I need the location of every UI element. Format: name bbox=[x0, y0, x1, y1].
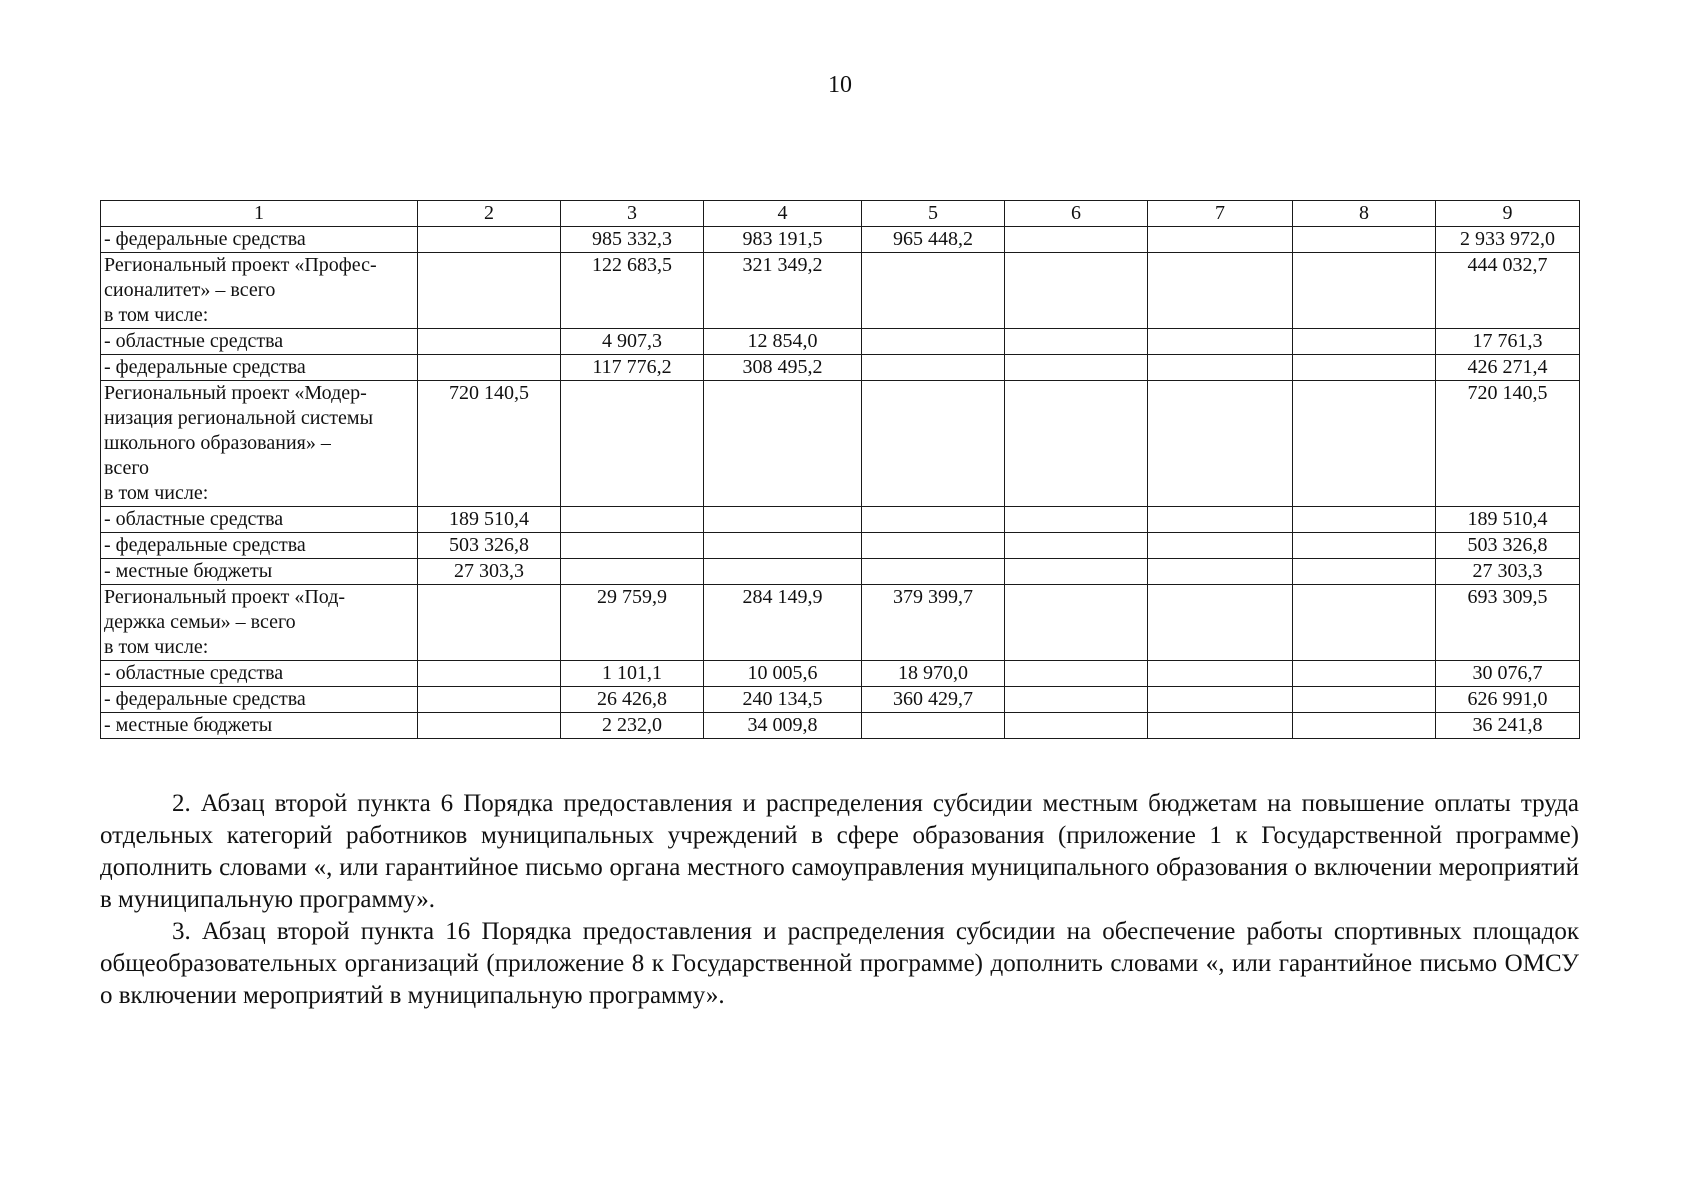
value-cell bbox=[704, 381, 862, 507]
row-label-cell: Региональный проект «Модер- низация региональной системы школьного образования» – всего в том числе: bbox=[101, 381, 418, 507]
value-cell bbox=[1293, 687, 1436, 713]
value-cell: 29 759,9 bbox=[561, 585, 704, 661]
row-label-cell: - федеральные средства bbox=[101, 687, 418, 713]
value-cell: 10 005,6 bbox=[704, 661, 862, 687]
paragraph-amendment-2: 2. Абзац второй пункта 6 Порядка предоставления и распределения субсидии местным бюджетам на повышение оплаты труда отдельных категорий работников муниципальных учреждений в сфере образования (приложение 1 к Государственной программе) дополнить словами «, или гарантийное письмо органа местного самоуправления муниципального образования о включении мероприятий в муниципальную программу». bbox=[100, 790, 1579, 913]
value-cell bbox=[1005, 227, 1148, 253]
value-cell bbox=[704, 559, 862, 585]
budget-table bbox=[100, 200, 1580, 739]
row-label-cell: - областные средства bbox=[101, 329, 418, 355]
table-row bbox=[101, 329, 1580, 355]
column-header: 1 bbox=[101, 201, 418, 227]
value-cell: 720 140,5 bbox=[418, 381, 561, 507]
value-cell bbox=[862, 559, 1005, 585]
page-number: 10 bbox=[828, 72, 852, 98]
value-cell bbox=[1148, 507, 1293, 533]
value-cell: 360 429,7 bbox=[862, 687, 1005, 713]
table-row bbox=[101, 585, 1580, 661]
value-cell bbox=[418, 329, 561, 355]
value-cell bbox=[1293, 661, 1436, 687]
table-row bbox=[101, 713, 1580, 739]
value-cell bbox=[1148, 533, 1293, 559]
value-cell: 2 933 972,0 bbox=[1436, 227, 1580, 253]
value-cell bbox=[418, 585, 561, 661]
value-cell bbox=[1293, 329, 1436, 355]
table-row bbox=[101, 533, 1580, 559]
value-cell: 2 232,0 bbox=[561, 713, 704, 739]
value-cell: 321 349,2 bbox=[704, 253, 862, 329]
value-cell: 36 241,8 bbox=[1436, 713, 1580, 739]
value-cell bbox=[561, 507, 704, 533]
value-cell bbox=[1293, 585, 1436, 661]
value-cell bbox=[1005, 585, 1148, 661]
value-cell bbox=[1148, 253, 1293, 329]
value-cell bbox=[418, 227, 561, 253]
value-cell bbox=[1005, 533, 1148, 559]
value-cell bbox=[1148, 559, 1293, 585]
table-header-row bbox=[101, 201, 1580, 227]
value-cell bbox=[418, 713, 561, 739]
table-row bbox=[101, 355, 1580, 381]
value-cell bbox=[1005, 253, 1148, 329]
value-cell bbox=[561, 381, 704, 507]
value-cell bbox=[561, 533, 704, 559]
column-header: 5 bbox=[862, 201, 1005, 227]
column-header: 6 bbox=[1005, 201, 1148, 227]
value-cell bbox=[862, 355, 1005, 381]
value-cell bbox=[1293, 355, 1436, 381]
value-cell: 189 510,4 bbox=[1436, 507, 1580, 533]
value-cell bbox=[1005, 713, 1148, 739]
row-label-cell: Региональный проект «Профес- сионалитет» – всего в том числе: bbox=[101, 253, 418, 329]
value-cell bbox=[1148, 661, 1293, 687]
value-cell bbox=[418, 661, 561, 687]
value-cell: 426 271,4 bbox=[1436, 355, 1580, 381]
value-cell: 240 134,5 bbox=[704, 687, 862, 713]
value-cell bbox=[1293, 227, 1436, 253]
value-cell: 985 332,3 bbox=[561, 227, 704, 253]
value-cell: 27 303,3 bbox=[1436, 559, 1580, 585]
value-cell bbox=[1148, 329, 1293, 355]
value-cell: 626 991,0 bbox=[1436, 687, 1580, 713]
value-cell bbox=[1005, 661, 1148, 687]
value-cell bbox=[1148, 355, 1293, 381]
value-cell: 122 683,5 bbox=[561, 253, 704, 329]
value-cell bbox=[1005, 355, 1148, 381]
column-header: 7 bbox=[1148, 201, 1293, 227]
value-cell: 1 101,1 bbox=[561, 661, 704, 687]
value-cell bbox=[1005, 559, 1148, 585]
value-cell bbox=[1293, 533, 1436, 559]
value-cell: 965 448,2 bbox=[862, 227, 1005, 253]
row-label-cell: - местные бюджеты bbox=[101, 559, 418, 585]
table-row bbox=[101, 507, 1580, 533]
value-cell: 503 326,8 bbox=[418, 533, 561, 559]
value-cell bbox=[1293, 507, 1436, 533]
value-cell bbox=[704, 533, 862, 559]
value-cell: 503 326,8 bbox=[1436, 533, 1580, 559]
value-cell bbox=[1148, 227, 1293, 253]
row-label-cell: - областные средства bbox=[101, 661, 418, 687]
column-header: 4 bbox=[704, 201, 862, 227]
column-header: 9 bbox=[1436, 201, 1580, 227]
value-cell: 27 303,3 bbox=[418, 559, 561, 585]
row-label-cell: - федеральные средства bbox=[101, 533, 418, 559]
value-cell bbox=[862, 533, 1005, 559]
value-cell: 693 309,5 bbox=[1436, 585, 1580, 661]
table-row bbox=[101, 227, 1580, 253]
value-cell bbox=[1005, 381, 1148, 507]
value-cell: 30 076,7 bbox=[1436, 661, 1580, 687]
value-cell bbox=[1293, 381, 1436, 507]
value-cell bbox=[418, 253, 561, 329]
value-cell bbox=[1148, 381, 1293, 507]
value-cell bbox=[704, 507, 862, 533]
row-label-cell: - областные средства bbox=[101, 507, 418, 533]
value-cell: 34 009,8 bbox=[704, 713, 862, 739]
body-text bbox=[100, 788, 1579, 1012]
column-header: 8 bbox=[1293, 201, 1436, 227]
value-cell bbox=[418, 687, 561, 713]
value-cell: 26 426,8 bbox=[561, 687, 704, 713]
value-cell: 18 970,0 bbox=[862, 661, 1005, 687]
table-row bbox=[101, 687, 1580, 713]
value-cell bbox=[561, 559, 704, 585]
value-cell: 379 399,7 bbox=[862, 585, 1005, 661]
value-cell: 444 032,7 bbox=[1436, 253, 1580, 329]
value-cell: 308 495,2 bbox=[704, 355, 862, 381]
table-row bbox=[101, 381, 1580, 507]
column-header: 2 bbox=[418, 201, 561, 227]
value-cell: 4 907,3 bbox=[561, 329, 704, 355]
row-label-cell: - федеральные средства bbox=[101, 227, 418, 253]
value-cell bbox=[1293, 253, 1436, 329]
value-cell bbox=[862, 253, 1005, 329]
row-label-cell: - федеральные средства bbox=[101, 355, 418, 381]
value-cell bbox=[1293, 559, 1436, 585]
value-cell bbox=[1005, 687, 1148, 713]
value-cell bbox=[1005, 507, 1148, 533]
column-header: 3 bbox=[561, 201, 704, 227]
value-cell: 983 191,5 bbox=[704, 227, 862, 253]
value-cell bbox=[1148, 713, 1293, 739]
value-cell bbox=[1148, 687, 1293, 713]
value-cell: 17 761,3 bbox=[1436, 329, 1580, 355]
table-row bbox=[101, 661, 1580, 687]
value-cell bbox=[862, 329, 1005, 355]
table-row bbox=[101, 559, 1580, 585]
value-cell: 189 510,4 bbox=[418, 507, 561, 533]
value-cell: 720 140,5 bbox=[1436, 381, 1580, 507]
value-cell: 117 776,2 bbox=[561, 355, 704, 381]
paragraph-amendment-3: 3. Абзац второй пункта 16 Порядка предоставления и распределения субсидии на обеспечение работы спортивных площадок общеобразовательных организаций (приложение 8 к Государственной программе) дополнить словами «, или гарантийное письмо ОМСУ о включении мероприятий в муниципальную программу». bbox=[100, 918, 1579, 1009]
value-cell bbox=[862, 507, 1005, 533]
table-row bbox=[101, 253, 1580, 329]
value-cell bbox=[1148, 585, 1293, 661]
row-label-cell: Региональный проект «Под- держка семьи» – всего в том числе: bbox=[101, 585, 418, 661]
value-cell bbox=[862, 381, 1005, 507]
value-cell bbox=[1293, 713, 1436, 739]
value-cell bbox=[418, 355, 561, 381]
value-cell bbox=[1005, 329, 1148, 355]
row-label-cell: - местные бюджеты bbox=[101, 713, 418, 739]
value-cell: 284 149,9 bbox=[704, 585, 862, 661]
value-cell: 12 854,0 bbox=[704, 329, 862, 355]
value-cell bbox=[862, 713, 1005, 739]
